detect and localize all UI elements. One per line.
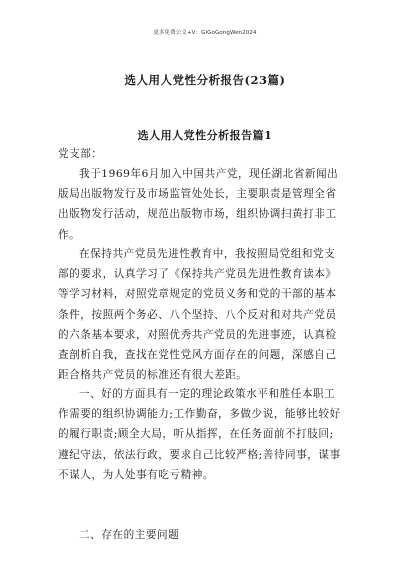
section-heading: 二、存在的主要问题	[79, 529, 180, 541]
paragraph-4	[58, 525, 350, 545]
paragraph-line: 条件，按照两个务必、八个坚持、八个反对和对共产党员	[58, 308, 337, 321]
paragraph-line: 作需要的组织协调能力;工作勤奋，多做少说，能够比较好	[58, 408, 341, 421]
paragraph-line: 不谋人，为人处事有吃亏精神。	[58, 468, 215, 481]
salutation	[58, 144, 350, 164]
paragraph-line: 的六条基本要求，对照优秀共产党员的先进事迹，认真检	[58, 328, 337, 341]
paragraph-3	[58, 384, 350, 485]
paragraph-line: 查剖析自我，查找在党性党风方面存在的问题，深感自己	[58, 348, 337, 361]
paragraph-line: 部的要求，认真学习了《保持共产党员先进性教育读本》	[58, 268, 337, 281]
paragraph-line: 在保持共产党员先进性教育中，我按照局党组和党支	[79, 248, 336, 260]
header-note: 更多免费公文+V：GiGoGongWen2024	[153, 30, 257, 36]
paragraph-line: 出版物发行活动，规范出版物市场，组织协调扫黄打非工	[58, 208, 337, 221]
paragraph-line: 一、好的方面具有一定的理论政策水平和胜任本职工	[79, 388, 336, 400]
paragraph-line: 的履行职责;顾全大局，听从指挥，在任务面前不打肢回;	[58, 428, 334, 441]
paragraph-2	[58, 244, 350, 385]
document-title: 选人用人党性分析报告(23篇)	[124, 73, 286, 87]
paragraph-line: 距合格共产党员的标准还有很大差距。	[58, 369, 248, 382]
paragraph-1	[58, 164, 350, 245]
paragraph-line: 遵纪守法，依法行政，要求自己比较严格;善待同事，谋事	[58, 448, 341, 461]
section-title: 选人用人党性分析报告篇1	[137, 129, 273, 142]
paragraph-line: 我于1969年6月加入中国共产党，现任湖北省新闻出	[79, 168, 339, 180]
salutation-line: 党支部：	[58, 148, 103, 160]
paragraph-line: 作。	[58, 228, 81, 241]
paragraph-line: 版局出版物发行及市场监管处处长，主要职责是管理全省	[58, 188, 337, 201]
paragraph-line: 等学习材料，对照党章规定的党员义务和党的干部的基本	[58, 288, 337, 301]
